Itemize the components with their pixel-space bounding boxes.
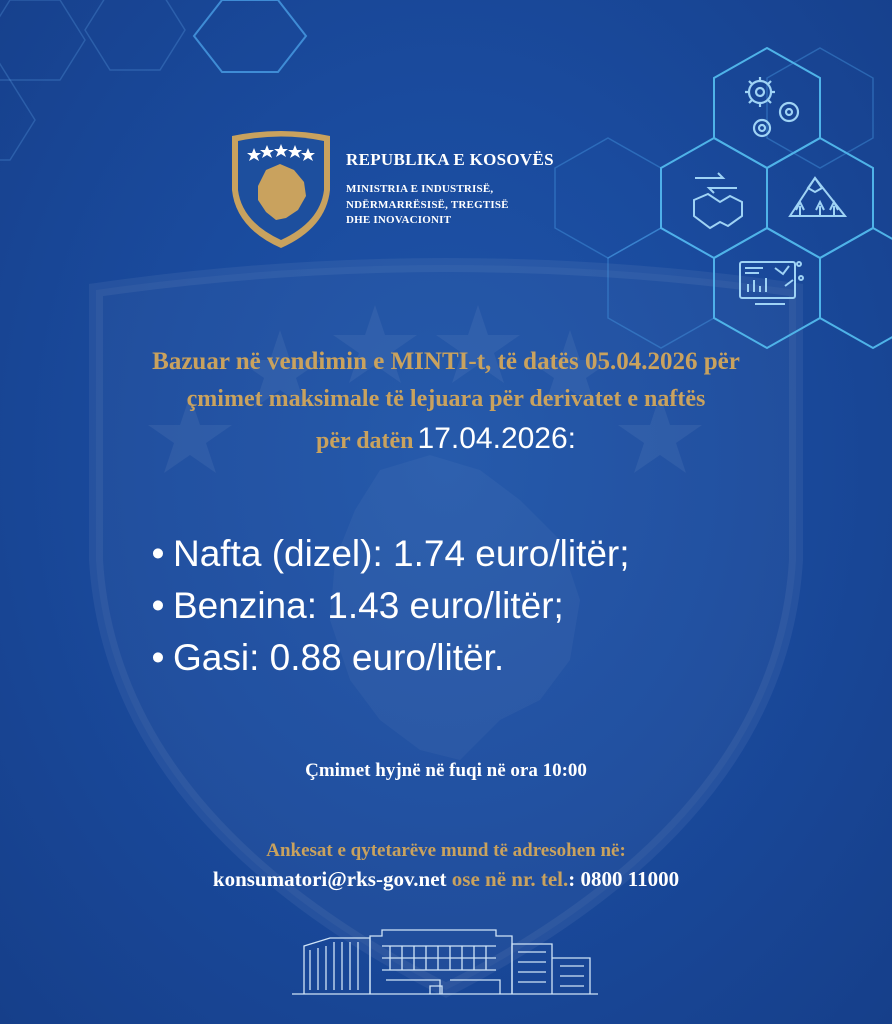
price-item-gas: [143, 632, 630, 684]
ministry-name: [346, 182, 509, 229]
price-text: Gasi: 0.88 euro/litër.: [173, 637, 505, 678]
bullet: •: [151, 533, 165, 574]
header: [228, 130, 648, 250]
price-text: Nafta (dizel): 1.74 euro/litër;: [173, 533, 630, 574]
building-outline-icon: [290, 928, 600, 998]
coat-of-arms-icon: [228, 130, 334, 250]
date-prefix: për datën: [315, 428, 414, 454]
price-item-diesel: [143, 528, 630, 580]
decision-intro-line1: Bazuar në vendimin e MINTI-t, të datës 05.04.2026 për: [152, 348, 740, 375]
gears-icon: [745, 77, 798, 136]
contact-email[interactable]: konsumatori@rks-gov.net: [212, 867, 447, 891]
bullet: •: [151, 637, 165, 678]
contact-connector: ose në nr. tel.: [446, 867, 569, 891]
effective-time-note: Çmimet hyjnë në fuqi në ora 10:00: [305, 760, 587, 781]
country-title: REPUBLIKA E KOSOVËS: [346, 150, 554, 169]
mountain-trees-icon: [790, 178, 845, 216]
complaints-line: Ankesat e qytetarëve mund të adresohen në:: [266, 840, 626, 861]
ministry-line: MINISTRIA E INDUSTRISË,: [346, 183, 494, 195]
ministry-line: DHE INOVACIONIT: [346, 214, 452, 226]
decision-intro-line2: çmimet maksimale të lejuara për derivatet e naftës: [186, 386, 706, 412]
date-value: 17.04.2026:: [417, 422, 577, 455]
date-line: [0, 422, 892, 456]
contact-colon: :: [568, 867, 581, 891]
ministry-line: NDËRMARRËSISË, TREGTISË: [346, 198, 509, 211]
contact-phone[interactable]: 0800 11000: [580, 867, 680, 891]
contact-line: [0, 867, 892, 892]
analytics-monitor-icon: [740, 262, 803, 304]
bullet: •: [151, 585, 165, 626]
price-list: [143, 528, 630, 684]
handshake-icon: [694, 173, 742, 228]
price-item-gasoline: [143, 580, 630, 632]
price-text: Benzina: 1.43 euro/litër;: [173, 585, 564, 626]
